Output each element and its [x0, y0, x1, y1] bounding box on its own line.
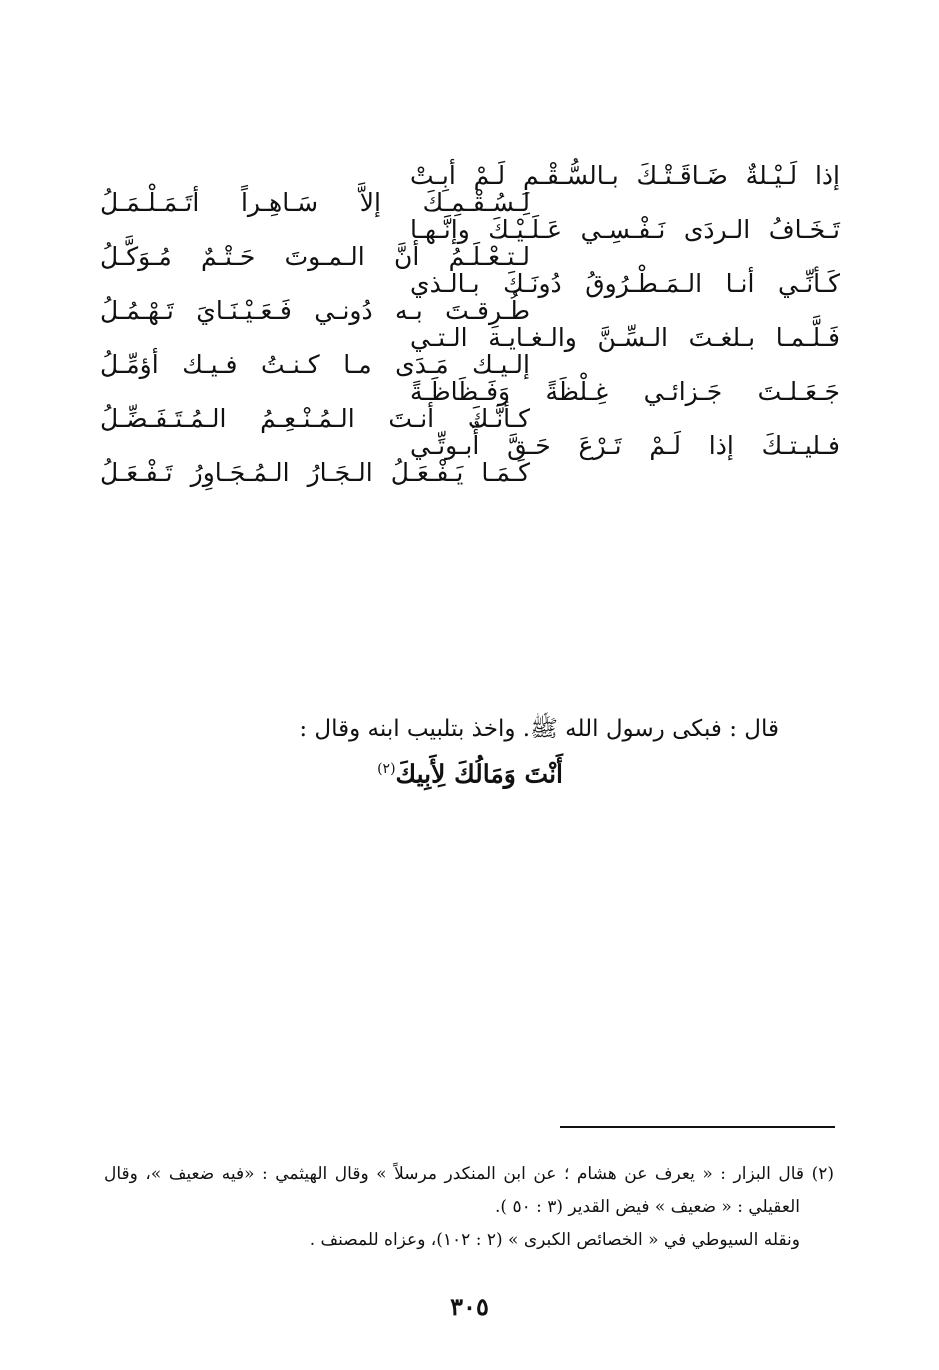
footnote-line: (٢) قال البزار : « يعرف عن هشام ؛ عن ابن المنكدر مرسلاً » وقال الهيثمي : «فيه ضعيف »، وقال [104, 1164, 834, 1184]
poem [100, 162, 840, 486]
verse-first-hemistich: فـليـتـكَ إذا لَـمْ تَـرْعَ حَـقَّ أُبـوتِّـي [410, 431, 840, 460]
hadith-text: أَنْتَ وَمَالُكَ لِأَبِيكَ [395, 759, 563, 789]
footnote-divider [560, 1126, 835, 1128]
verse-second-hemistich: كَـمَـا يَـفْـعَـلُ الـجَـارُ الـمُـجَـاوِرُ تَـفْـعَـلُ [100, 458, 530, 487]
verse-second-hemistich: كـأنَّـكَ أنـتَ الـمُـنْـعِـمُ الـمُـتَـفَـضِّـلُ [100, 404, 530, 433]
verse-first-hemistich: كَـأنِّـي أنـا الـمَـطْـرُوقُ دُونَـكَ بـالـذي [410, 269, 840, 298]
footnote-line: ونقله السيوطي في « الخصائص الكبرى » (٢ : ١٠٢)، وعزاه للمصنف . [309, 1230, 800, 1250]
verse-second-hemistich: طُـرِقـتَ بـه دُونـي فَـعَـيْـنَـايَ تَـهْـمُـلُ [100, 296, 530, 325]
poem-verse [100, 432, 840, 486]
page-number: ٣٠٥ [450, 1292, 489, 1321]
verse-first-hemistich: إذا لَـيْـلةٌ ضَـاقَـتْـكَ بـالسُّـقْـمِ لَـمْ أبِـتْ [410, 161, 840, 190]
footnotes [104, 1158, 834, 1257]
hadith-quote [377, 752, 563, 791]
verse-first-hemistich: جَـعَـلـتَ جَـزائـي غِـلْظَةً وَفَـظَاظَـةً [410, 377, 840, 406]
verse-second-hemistich: إلـيـك مَـدَى مـا كـنـتُ فـيـك أؤمِّـلُ [100, 350, 530, 379]
poem-verse [100, 378, 840, 432]
poem-verse [100, 324, 840, 378]
poem-verse [100, 162, 840, 216]
poem-verse [100, 216, 840, 270]
footnote-line: العقيلي : « ضعيف » فيض القدير (٣ : ٥٠ ). [494, 1197, 800, 1217]
footnote-reference: (٢) [377, 761, 396, 777]
verse-second-hemistich: لـتـعْـلَـمُ أنَّ الـمـوتَ حَـتْـمٌ مُـوَكَّـلُ [100, 242, 530, 271]
verse-first-hemistich: فَـلَّـمـا بـلغـتَ الـسِّـنَّ والـغـايـة الـتـي [410, 323, 840, 352]
narration-line: قال : فبكى رسول الله ﷺ. واخذ بتلبيب ابنه وقال : [299, 716, 779, 742]
verse-second-hemistich: لِـسُـقْـمِـكَ إلاَّ سَـاهِـراً أتَـمَـلْـمَـلُ [100, 188, 530, 217]
poem-verse [100, 270, 840, 324]
verse-first-hemistich: تَـخَـافُ الـردَى نَـفْـسِـي عَـلَـيْـكَ وإنَّـهـا [410, 215, 840, 244]
